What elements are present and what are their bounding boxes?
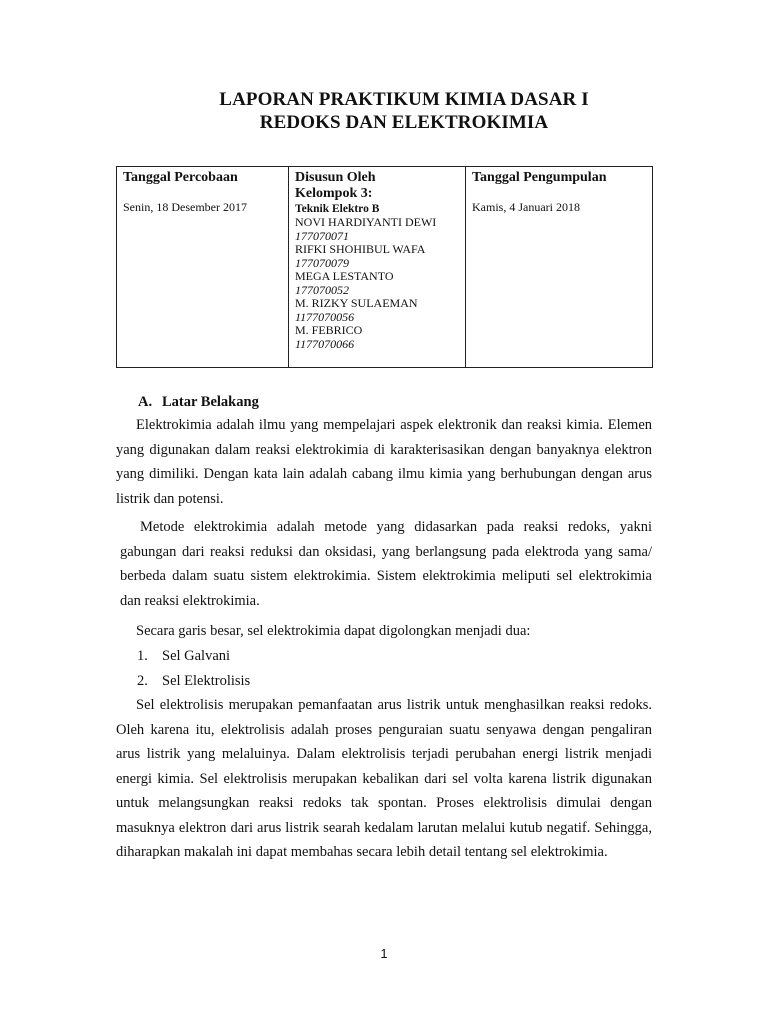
member-name: RIFKI SHOHIBUL WAFA (295, 242, 426, 256)
document-title-line2: REDOKS DAN ELEKTROKIMIA (259, 112, 549, 133)
member-name: M. RIZKY SULAEMAN (295, 296, 418, 310)
member-id: 177070071 (295, 228, 349, 243)
member-name: M. FEBRICO (295, 323, 363, 337)
list-number: 1. (137, 648, 148, 664)
info-table (116, 166, 653, 368)
list-text: Sel Galvani (162, 648, 231, 664)
member-id: 177070079 (295, 255, 349, 270)
submission-header: Tanggal Pengumpulan (472, 170, 607, 185)
info-cell-submission (466, 167, 653, 368)
section-letter: A. (138, 394, 153, 410)
document-title-line1: LAPORAN PRAKTIKUM KIMIA DASAR I (219, 89, 589, 110)
member-name: NOVI HARDIYANTI DEWI (295, 215, 437, 229)
authors-header: Disusun Oleh (295, 170, 376, 185)
page-number: 1 (380, 946, 388, 961)
class-subheader: Teknik Elektro B (295, 203, 380, 215)
list-item (137, 669, 250, 694)
paragraph: Sel elektrolisis merupakan pemanfaatan arus listrik untuk menghasilkan reaksi redoks. Oleh karena itu, elektrolisis adalah proses penguraian suatu senyawa dengan pengaliran arus listrik yang melaluinya. Dalam elektrolisis terjadi perubahan energi listrik menjadi energi kimia. Sel elektrolisis merupakan kebalikan dari sel volta karena listrik digunakan untuk melangsungkan reaksi redoks tak spontan. Proses elektrolisis dimulai dengan masuknya elektron dari arus listrik searah kedalam larutan melalui kutub negatif. Sehingga, diharapkan makalah ini dapat membahas secara lebih detail tentang sel elektrokimia. (116, 697, 652, 860)
group-header: Kelompok 3: (295, 186, 373, 201)
paragraph: Elektrokimia adalah ilmu yang mempelajari aspek elektronik dan reaksi kimia. Elemen yang digunakan dalam reaksi elektrokimia di karakterisasikan dengan banyaknya elektron yang dimiliki. Dengan kata lain adalah cabang ilmu kimia yang berhubungan dengan arus listrik dan potensi. (116, 417, 652, 507)
paragraph: Metode elektrokimia adalah metode yang didasarkan pada reaksi redoks, yakni gabungan dari reaksi reduksi dan oksidasi, yang berlangsung pada elektroda yang sama/ berbeda dalam suatu sistem elektrokimia. Sistem elektrokimia meliputi sel elektrokimia dan reaksi elektrokimia. (120, 519, 652, 609)
list-text: Sel Elektrolisis (162, 673, 251, 689)
paragraph: Secara garis besar, sel elektrokimia dapat digolongkan menjadi dua: (136, 623, 531, 639)
list-number: 2. (137, 673, 148, 689)
member-id: 1177070066 (295, 336, 355, 351)
submission-value: Kamis, 4 Januari 2018 (472, 200, 580, 214)
member-name: MEGA LESTANTO (295, 269, 394, 283)
list-item (137, 644, 230, 669)
member-id: 1177070056 (295, 309, 355, 324)
section-heading (138, 394, 259, 411)
info-cell-date (117, 167, 289, 368)
date-header: Tanggal Percobaan (123, 170, 238, 185)
section-title: Latar Belakang (162, 394, 259, 410)
member-id: 177070052 (295, 282, 349, 297)
info-cell-authors (289, 167, 466, 368)
date-value: Senin, 18 Desember 2017 (123, 200, 247, 214)
